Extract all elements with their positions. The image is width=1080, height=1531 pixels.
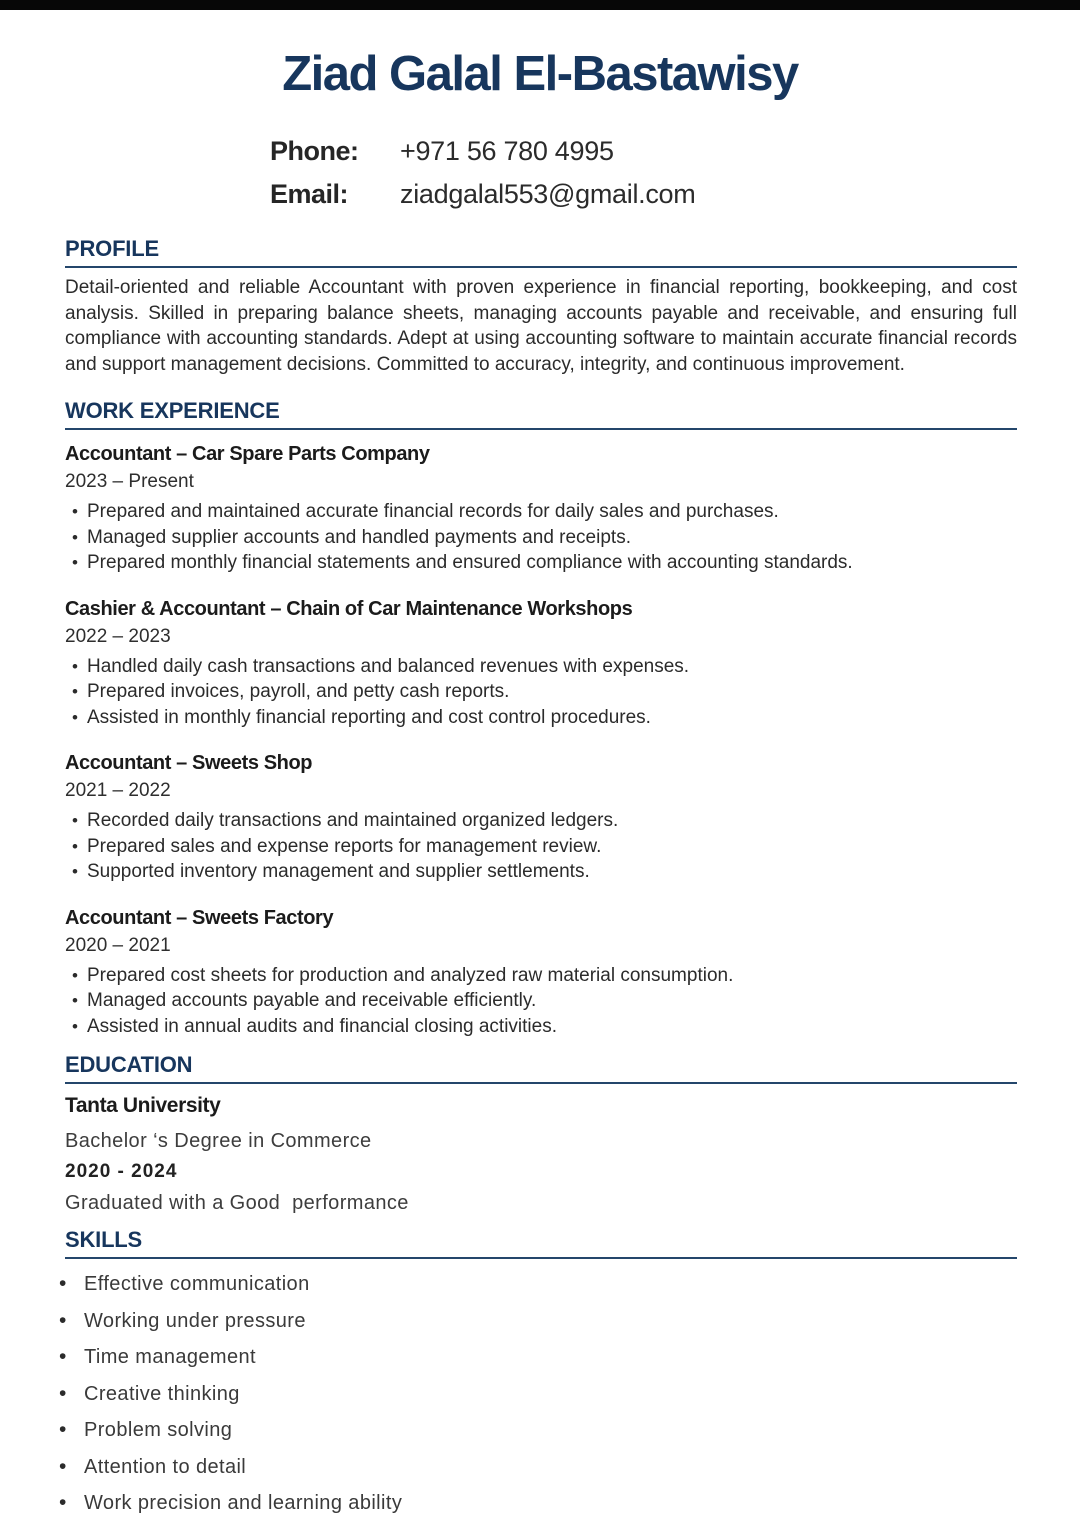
section-education <box>65 1053 1017 1215</box>
education-dates: 2020 - 2024 <box>65 1161 178 1182</box>
contact-row-email <box>270 173 1080 216</box>
resume-content <box>0 237 1080 1522</box>
section-work-experience <box>65 399 1017 1039</box>
job-entry <box>65 751 1017 885</box>
skill-item: • Working under pressure <box>65 1303 1017 1340</box>
job-title: Accountant – Sweets Shop <box>65 752 313 774</box>
section-divider <box>65 266 1017 268</box>
job-bullet: • Managed supplier accounts and handled payments and receipts. <box>72 525 1017 551</box>
section-profile <box>65 237 1017 377</box>
phone-value: +971 56 780 4995 <box>400 136 614 166</box>
job-bullet: • Assisted in monthly financial reporting and cost control procedures. <box>72 705 1017 731</box>
skills-heading: SKILLS <box>65 1227 143 1252</box>
skill-item: • Creative thinking <box>65 1376 1017 1413</box>
profile-heading: PROFILE <box>65 236 159 261</box>
education-note: Graduated with a Good performance <box>65 1192 409 1214</box>
section-divider <box>65 428 1017 430</box>
skill-item: • Time management <box>65 1339 1017 1376</box>
job-title: Accountant – Sweets Factory <box>65 906 334 929</box>
section-divider <box>65 1257 1017 1259</box>
skill-item: • Work precision and learning ability <box>65 1485 1017 1522</box>
job-bullet: • Supported inventory management and supplier settlements. <box>72 859 1017 885</box>
job-dates: 2020 – 2021 <box>65 934 171 956</box>
job-bullet: • Prepared invoices, payroll, and petty cash reports. <box>72 679 1017 705</box>
job-bullet: • Handled daily cash transactions and balanced revenues with expenses. <box>72 654 1017 680</box>
section-divider <box>65 1082 1017 1084</box>
job-bullet: • Prepared sales and expense reports for management review. <box>72 834 1017 860</box>
contact-row-phone <box>270 130 1080 173</box>
job-bullet: • Assisted in annual audits and financial closing activities. <box>72 1014 1017 1040</box>
job-entry <box>65 906 1017 1040</box>
email-label: Email: <box>270 179 349 209</box>
education-degree: Bachelor ‘s Degree in Commerce <box>65 1130 372 1152</box>
top-bar <box>0 0 1080 10</box>
job-entry <box>65 442 1017 576</box>
job-bullet: • Recorded daily transactions and maintained organized ledgers. <box>72 808 1017 834</box>
job-bullet: • Prepared and maintained accurate financial records for daily sales and purchases. <box>72 499 1017 525</box>
skills-list <box>65 1266 1017 1522</box>
job-bullet: • Managed accounts payable and receivable efficiently. <box>72 988 1017 1014</box>
email-value: ziadgalal553@gmail.com <box>400 179 696 209</box>
page-title: Ziad Galal El-Bastawisy <box>282 47 798 101</box>
job-bullet-list <box>65 963 1017 1040</box>
job-title: Accountant – Car Spare Parts Company <box>65 443 430 465</box>
contact-block <box>270 130 1080 216</box>
skill-item: • Attention to detail <box>65 1449 1017 1486</box>
section-skills <box>65 1228 1017 1522</box>
job-bullet-list <box>65 654 1017 731</box>
education-heading: EDUCATION <box>65 1052 193 1077</box>
job-bullet-list <box>65 808 1017 885</box>
skill-item: • Effective communication <box>65 1266 1017 1303</box>
job-bullet: • Prepared monthly financial statements and ensured compliance with accounting standards. <box>72 550 1017 576</box>
phone-label: Phone: <box>270 136 359 166</box>
work-experience-heading: WORK EXPERIENCE <box>65 398 280 423</box>
skill-item: • Problem solving <box>65 1412 1017 1449</box>
job-dates: 2021 – 2022 <box>65 780 171 801</box>
profile-summary: Detail-oriented and reliable Accountant with proven experience in financial reporting, bookkeeping, and cost analysis. Skilled in preparing balance sheets, managing accounts payable and receivable, and ensuring full compliance with accounting standards. Adept at using accounting software to maintain accurate financial records and support management decisions. Committed to accuracy, integrity, and continuous improvement. <box>65 277 1017 375</box>
job-title: Cashier & Accountant – Chain of Car Maintenance Workshops <box>65 597 633 620</box>
job-dates: 2023 – Present <box>65 471 194 492</box>
job-bullet-list <box>65 499 1017 576</box>
job-bullet: • Prepared cost sheets for production and analyzed raw material consumption. <box>72 963 1017 989</box>
education-school: Tanta University <box>65 1094 221 1117</box>
job-dates: 2022 – 2023 <box>65 625 171 647</box>
job-entry <box>65 597 1017 731</box>
